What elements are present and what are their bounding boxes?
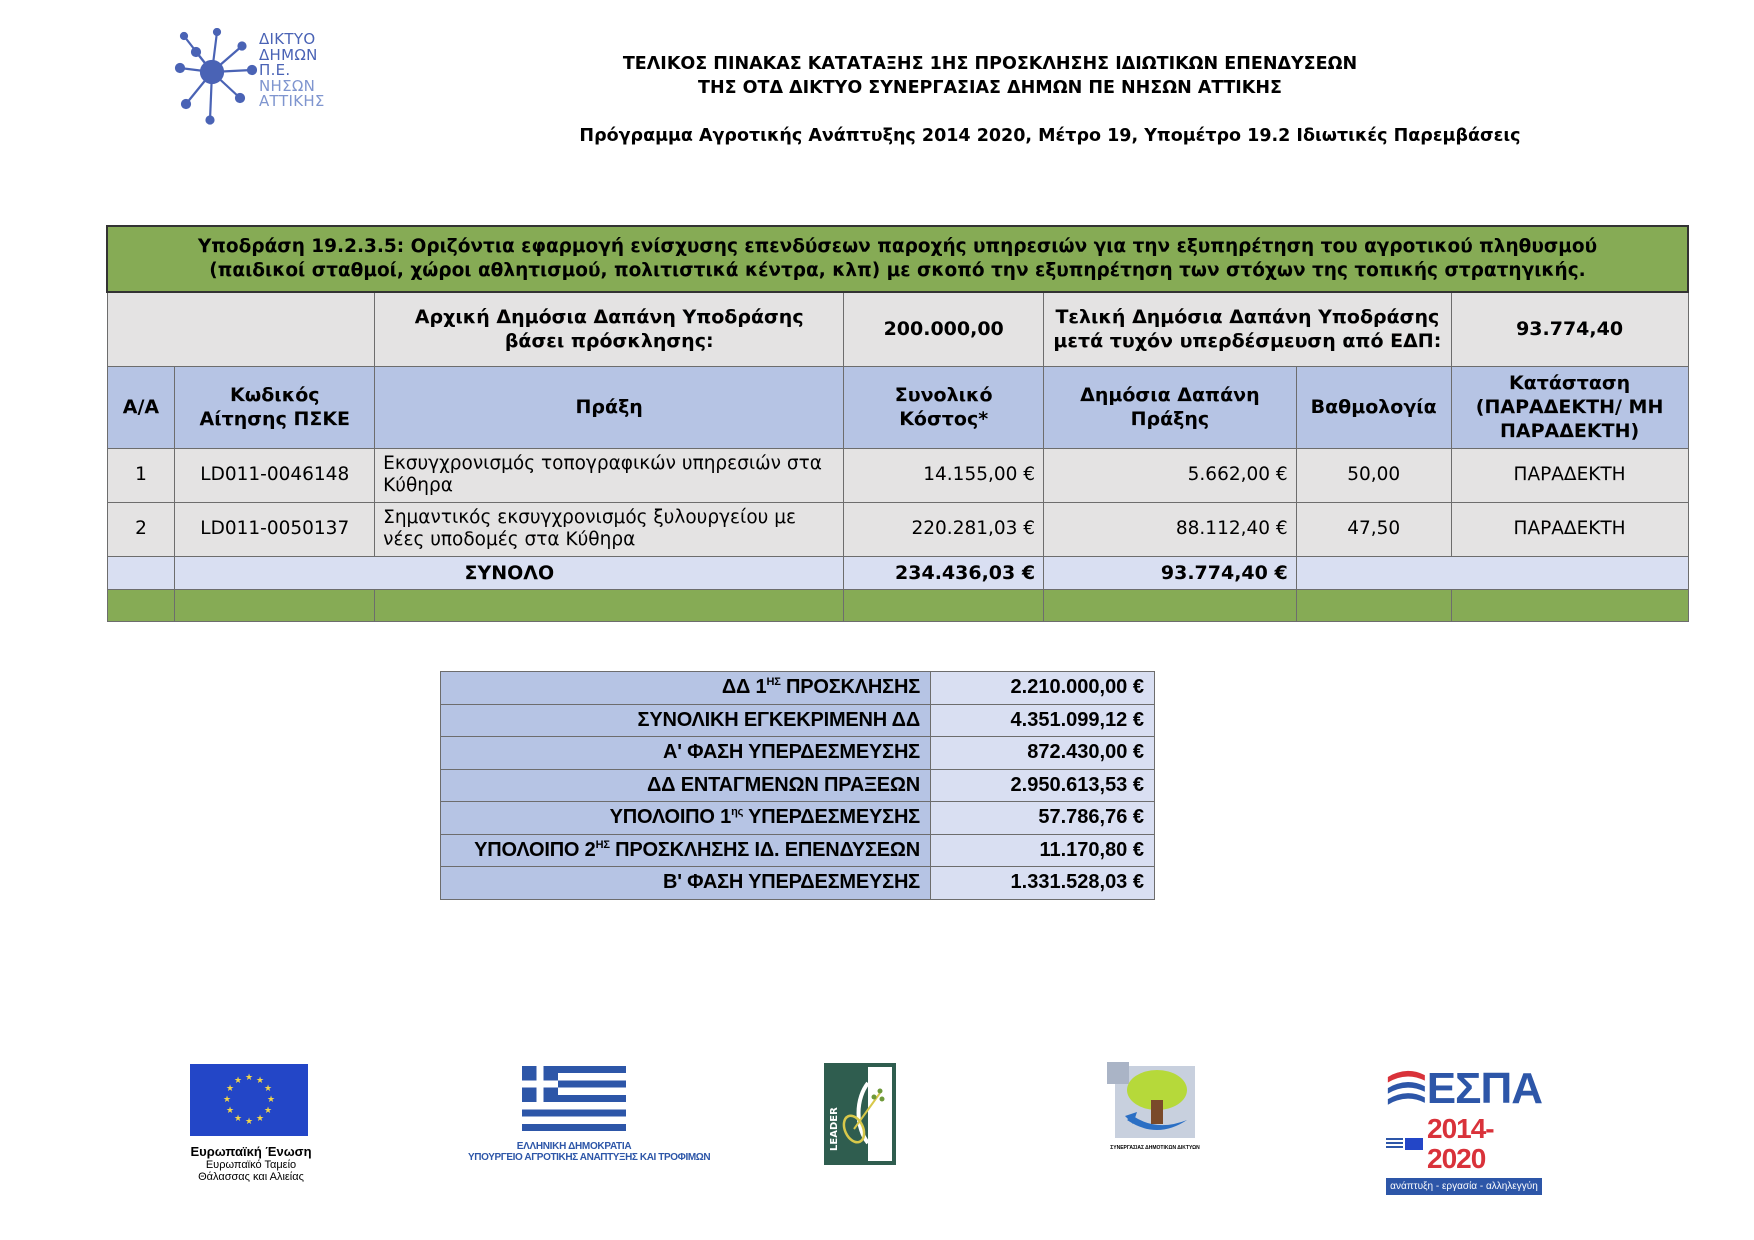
svg-text:★: ★: [225, 1106, 235, 1116]
svg-text:★: ★: [233, 1076, 243, 1086]
title-line-1: ΤΕΛΙΚΟΣ ΠΙΝΑΚΑΣ ΚΑΤΑΤΑΞΗΣ 1ΗΣ ΠΡΟΣΚΛΗΣΗΣ ΙΔΙΩΤΙΚΩΝ ΕΠΕΝΔΥΣΕΩΝ: [622, 54, 1358, 74]
summary-row: [441, 867, 1155, 900]
summary-value: 1.331.528,03 €: [931, 867, 1155, 900]
green-cell: [1044, 589, 1297, 621]
leader-logo: [824, 1063, 896, 1169]
summary-label: ΔΔ ΕΝΤΑΓΜΕΝΩΝ ΠΡΑΞΕΩΝ: [441, 769, 931, 802]
summary-row: [441, 672, 1155, 705]
network-text: ΣΥΝΕΡΓΑΣΙΑΣ ΔΗΜΟΤΙΚΩΝ ΔΙΚΤΥΩΝ: [1110, 1145, 1200, 1151]
green-cell: [1296, 589, 1451, 621]
otd-logo: [172, 28, 342, 128]
row-public-expense: 88.112,40 €: [1044, 502, 1297, 556]
summary-label: ΔΔ $1^{H\Sigma}$ ΠΡΟΣΚΛΗΣΗΣ: [441, 672, 931, 705]
document-title: [440, 52, 1540, 100]
col-header-public-expense: Δημόσια Δαπάνη Πράξης: [1044, 366, 1297, 448]
eu-line-2: Ευρωπαϊκό Ταμείο: [205, 1159, 297, 1171]
summary-table: [440, 671, 1155, 900]
green-cell: [175, 589, 375, 621]
row-project: Εκσυγχρονισμός τοπογραφικών υπηρεσιών στα Κύθηρα: [375, 448, 844, 502]
logo-line-1: ΔΙΚΤΥΟ: [259, 30, 316, 48]
ranking-table: [106, 225, 1689, 622]
green-cell: [375, 589, 844, 621]
col-header-aa: Α/Α: [107, 366, 175, 448]
summary-row: [441, 802, 1155, 835]
budget-row: [107, 292, 1688, 366]
espa-tagline: ανάπτυξη - εργασία - αλληλεγγύη: [1386, 1178, 1542, 1195]
summary-row: [441, 737, 1155, 770]
svg-text:★: ★: [222, 1095, 232, 1105]
espa-waves-icon: [1386, 1066, 1427, 1112]
total-label: ΣΥΝΟΛΟ: [175, 556, 844, 589]
network-logo: [1100, 1062, 1210, 1151]
svg-text:★: ★: [263, 1084, 273, 1094]
row-code: LD011-0050137: [175, 502, 375, 556]
total-row: [107, 556, 1688, 589]
col-header-status: Κατάσταση (ΠΑΡΑΔΕΚΤΗ/ ΜΗ ΠΑΡΑΔΕΚΤΗ): [1451, 366, 1688, 448]
row-public-expense: 5.662,00 €: [1044, 448, 1297, 502]
logo-line-5: ΑΤΤΙΚΗΣ: [259, 92, 325, 110]
footer-green-row: [107, 589, 1688, 621]
svg-text:★: ★: [255, 1076, 265, 1086]
summary-row: [441, 834, 1155, 867]
initial-budget-label: Αρχική Δημόσια Δαπάνη Υποδράσης βάσει πρόσκλησης:: [375, 292, 844, 366]
greek-mini-flag-icon: [1386, 1138, 1403, 1150]
logo-line-3: Π.Ε.: [259, 61, 291, 79]
svg-text:★: ★: [233, 1114, 243, 1124]
final-budget-value: 93.774,40: [1451, 292, 1688, 366]
espa-logo: [1386, 1066, 1542, 1195]
total-public-expense-sum: 93.774,40 €: [1044, 556, 1297, 589]
summary-row: [441, 769, 1155, 802]
svg-text:★: ★: [244, 1073, 254, 1083]
total-empty-cell: [107, 556, 175, 589]
row-code: LD011-0046148: [175, 448, 375, 502]
row-aa: 2: [107, 502, 175, 556]
green-cell: [107, 589, 175, 621]
initial-budget-value: 200.000,00: [844, 292, 1044, 366]
tree-puzzle-icon: [1107, 1062, 1203, 1142]
col-header-total-cost: Συνολικό Κόστος*: [844, 366, 1044, 448]
col-header-score: Βαθμολογία: [1296, 366, 1451, 448]
summary-value: 4.351.099,12 €: [931, 704, 1155, 737]
green-cell: [844, 589, 1044, 621]
logo-line-4: ΝΗΣΩΝ: [259, 76, 316, 95]
eu-logo: [186, 1064, 316, 1183]
summary-row: [441, 704, 1155, 737]
svg-text:★: ★: [266, 1095, 276, 1105]
row-status: ΠΑΡΑΔΕΚΤΗ: [1451, 448, 1688, 502]
network-icon: [172, 28, 257, 128]
final-budget-label: Τελική Δημόσια Δαπάνη Υποδράσης μετά τυχόν υπερδέσμευση από ΕΔΠ:: [1044, 292, 1452, 366]
green-cell: [1451, 589, 1688, 621]
col-header-code: Κωδικός Αίτησης ΠΣΚΕ: [175, 366, 375, 448]
greece-line-1: ΕΛΛΗΝΙΚΗ ΔΗΜΟΚΡΑΤΙΑ: [516, 1141, 632, 1152]
table-row: [107, 502, 1688, 556]
row-project: Σημαντικός εκσυγχρονισμός ξυλουργείου με νέες υποδομές στα Κύθηρα: [375, 502, 844, 556]
greece-line-2: ΥΠΟΥΡΓΕΙΟ ΑΓΡΟΤΙΚΗΣ ΑΝΑΠΤΥΞΗΣ ΚΑΙ ΤΡΟΦΙΜΩΝ: [468, 1152, 711, 1163]
summary-value: 11.170,80 €: [931, 834, 1155, 867]
document-subtitle: Πρόγραμμα Αγροτικής Ανάπτυξης 2014 2020, Μέτρο 19, Υπομέτρο 19.2 Ιδιωτικές Παρεμβάσεις: [579, 126, 1521, 146]
eu-line-3: Θάλασσας και Αλιείας: [198, 1171, 304, 1183]
summary-value: 57.786,76 €: [931, 802, 1155, 835]
eu-title: Ευρωπαϊκή Ένωση: [190, 1144, 312, 1159]
eu-flag-icon: [190, 1064, 308, 1136]
total-empty-cell: [1296, 556, 1688, 589]
row-score: 47,50: [1296, 502, 1451, 556]
summary-label: ΣΥΝΟΛΙΚΗ ΕΓΚΕΚΡΙΜΕΝΗ ΔΔ: [441, 704, 931, 737]
logo-text: [259, 32, 325, 110]
table-row: [107, 448, 1688, 502]
subaction-title-line-1: Υποδράση 19.2.3.5: Οριζόντια εφαρμογή ενίσχυσης επενδύσεων παροχής υπηρεσιών για την εξυπηρέτηση του αγροτικού πληθυσμού: [197, 236, 1598, 257]
espa-title: ΕΣΠΑ: [1426, 1064, 1542, 1113]
subaction-title: [107, 226, 1688, 292]
eu-mini-flag-icon: [1405, 1138, 1423, 1150]
summary-label: ΥΠΟΛΟΙΠΟ $2^{H\Sigma}$ ΠΡΟΣΚΛΗΣΗΣ ΙΔ. ΕΠΕΝΔΥΣΕΩΝ: [441, 834, 931, 867]
row-score: 50,00: [1296, 448, 1451, 502]
svg-text:★: ★: [225, 1084, 235, 1094]
summary-label: ΥΠΟΛΟΙΠΟ $1^{\eta\varsigma}$ ΥΠΕΡΔΕΣΜΕΥΣΗΣ: [441, 802, 931, 835]
total-cost-sum: 234.436,03 €: [844, 556, 1044, 589]
greek-republic-logo: [468, 1066, 711, 1163]
leader-text: LEADER: [829, 1107, 840, 1151]
logo-line-2: ΔΗΜΩΝ: [259, 45, 318, 64]
table-title-row: [107, 226, 1688, 292]
summary-value: 872.430,00 €: [931, 737, 1155, 770]
column-header-row: [107, 366, 1688, 448]
col-header-project: Πράξη: [375, 366, 844, 448]
row-status: ΠΑΡΑΔΕΚΤΗ: [1451, 502, 1688, 556]
svg-text:★: ★: [263, 1106, 273, 1116]
row-total-cost: 14.155,00 €: [844, 448, 1044, 502]
svg-text:★: ★: [255, 1114, 265, 1124]
budget-empty-cell: [107, 292, 375, 366]
title-line-2: ΤΗΣ ΟΤΔ ΔΙΚΤΥΟ ΣΥΝΕΡΓΑΣΙΑΣ ΔΗΜΩΝ ΠΕ ΝΗΣΩΝ ΑΤΤΙΚΗΣ: [698, 78, 1282, 98]
summary-label: Α' ΦΑΣΗ ΥΠΕΡΔΕΣΜΕΥΣΗΣ: [441, 737, 931, 770]
leader-icon: [824, 1063, 896, 1165]
subaction-title-line-2: (παιδικοί σταθμοί, χώροι αθλητισμού, πολιτιστικά κέντρα, κλπ) με σκοπό την εξυπηρέτηση των στόχων της τοπικής στρατηγικής.: [209, 260, 1586, 281]
greek-flag-icon: [522, 1066, 626, 1132]
summary-value: 2.950.613,53 €: [931, 769, 1155, 802]
summary-value: 2.210.000,00 €: [931, 672, 1155, 705]
svg-text:★: ★: [244, 1117, 254, 1127]
row-aa: 1: [107, 448, 175, 502]
summary-label: Β' ΦΑΣΗ ΥΠΕΡΔΕΣΜΕΥΣΗΣ: [441, 867, 931, 900]
row-total-cost: 220.281,03 €: [844, 502, 1044, 556]
espa-years: 2014-2020: [1427, 1113, 1494, 1174]
